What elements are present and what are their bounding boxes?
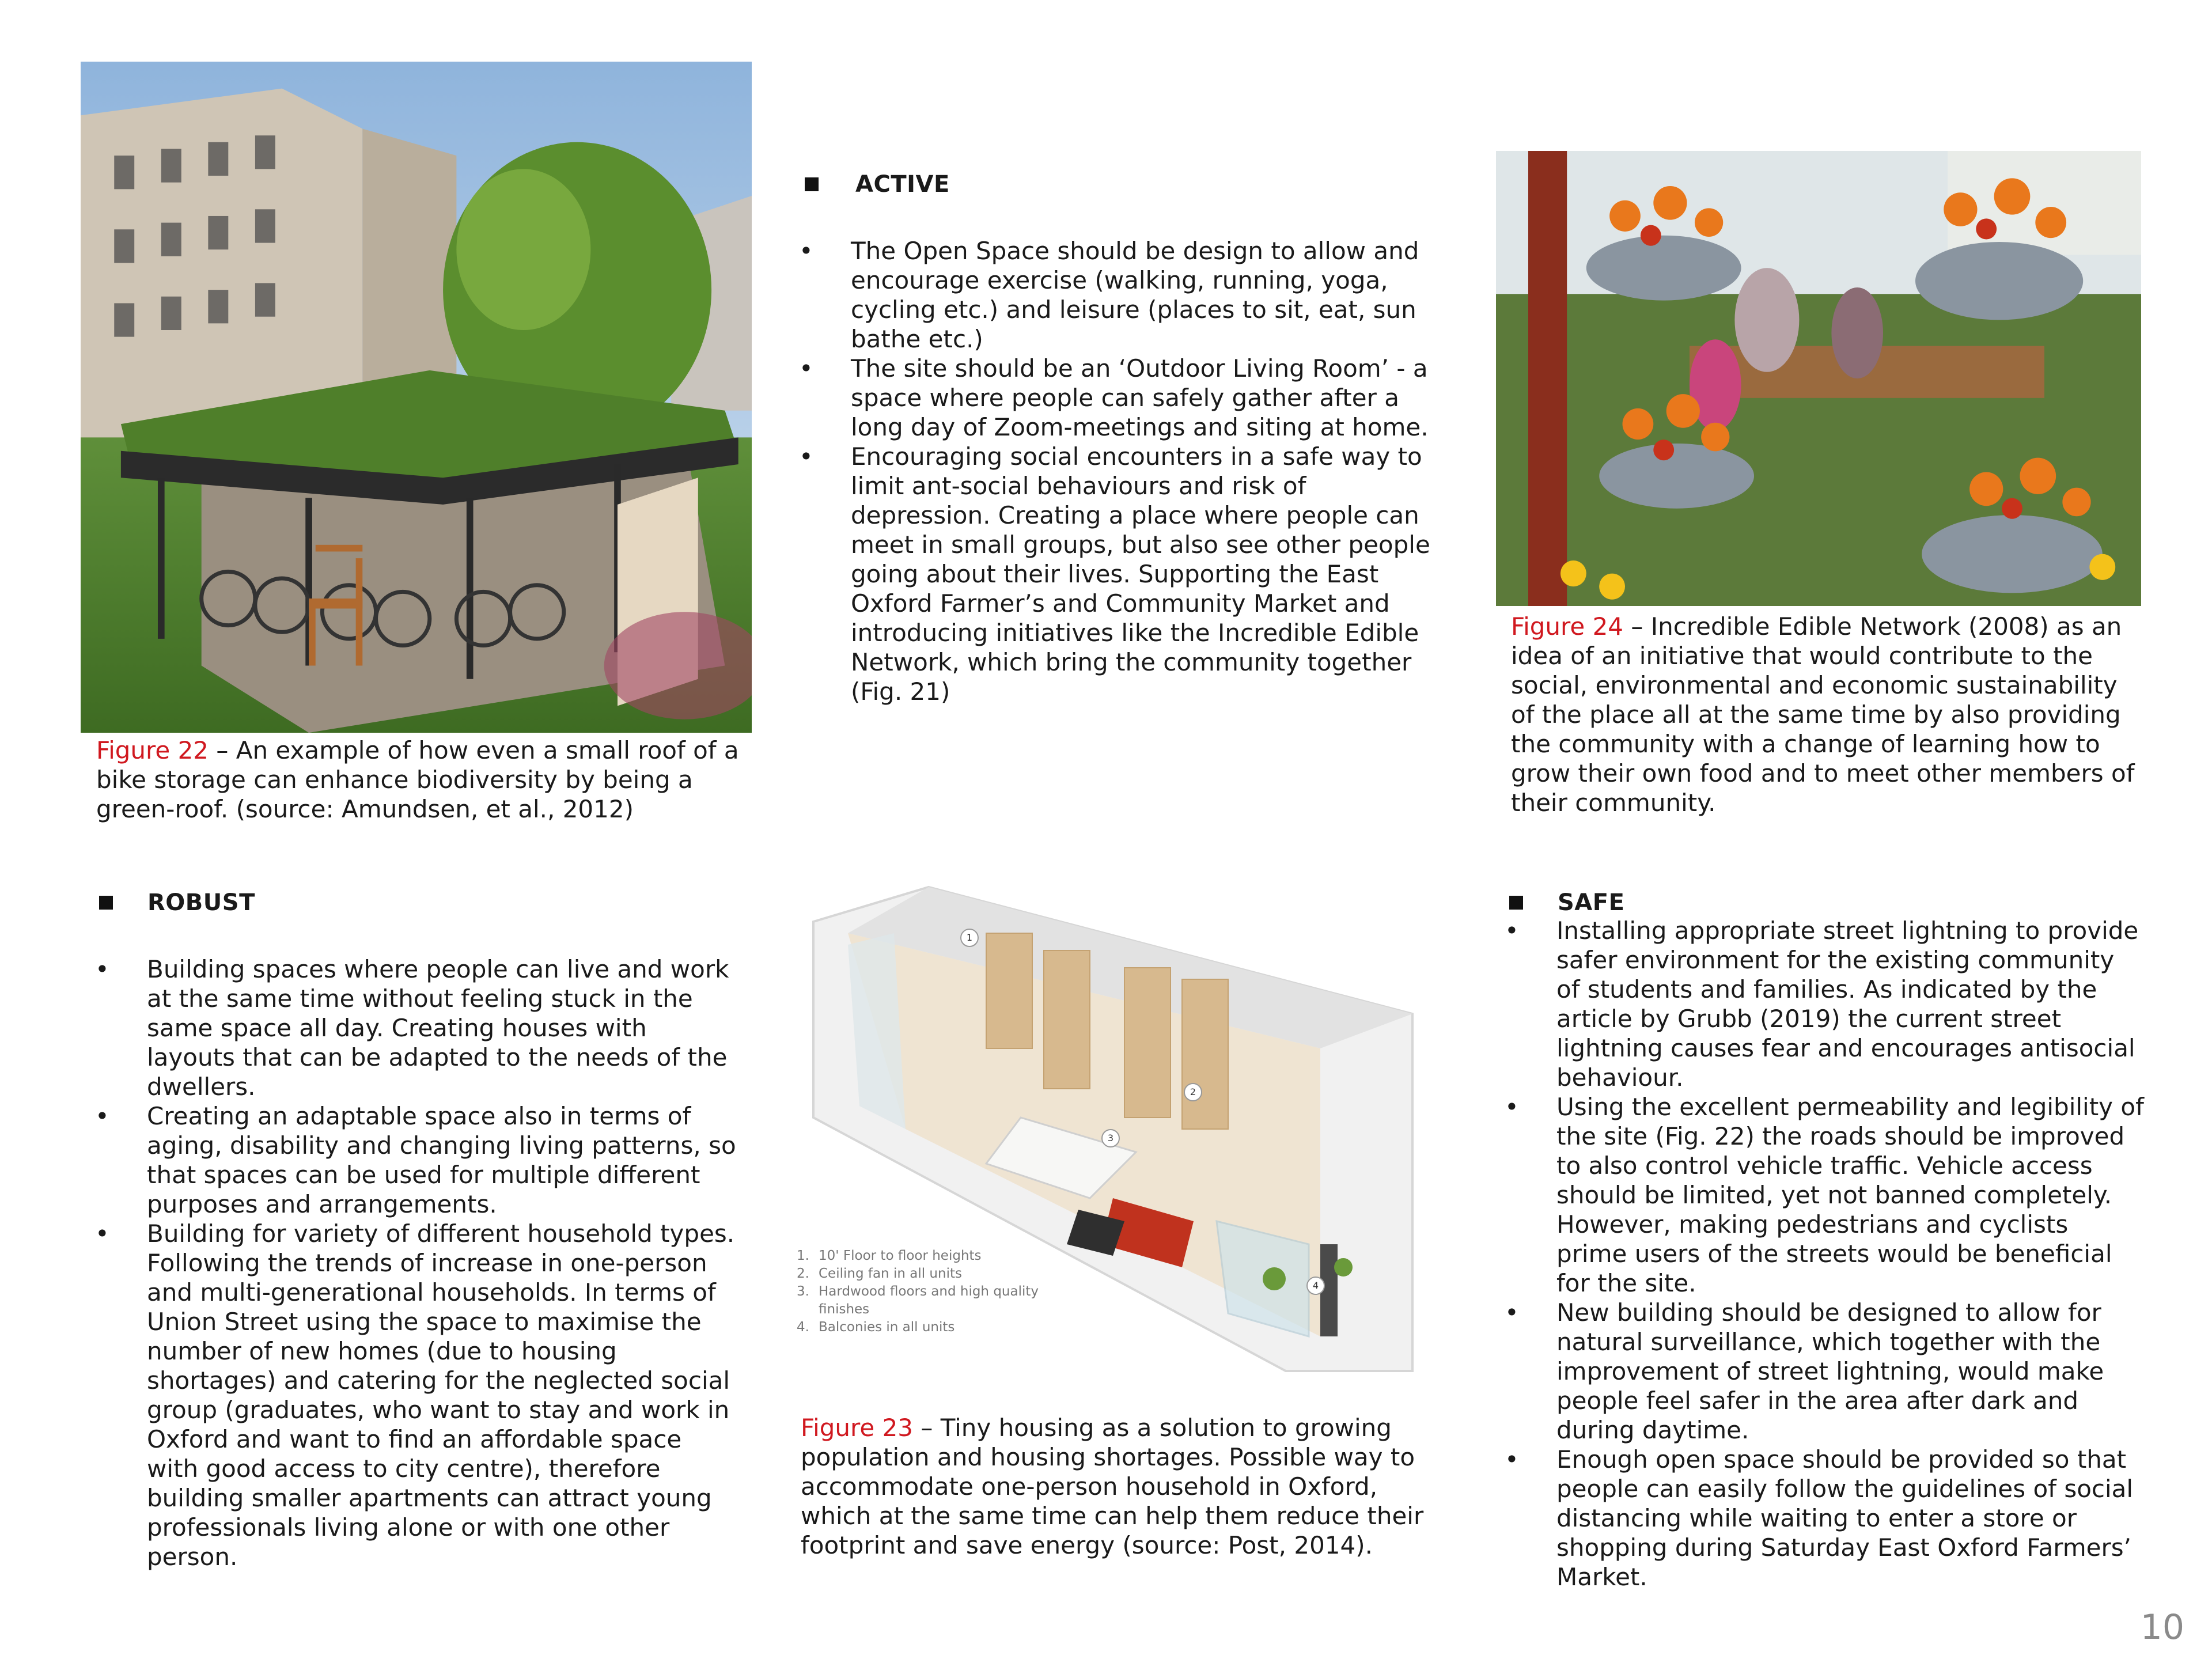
legend-item: 2. Ceiling fan in all units [797, 1266, 962, 1281]
figure-24-caption [1511, 612, 2145, 817]
list-item: • Encouraging social encounters in a safe way to limit ant-social behaviours and risk of depression. Creating a place where people can meet in small groups, but also see other people going about their lives. Supporting the East Oxford Farmer’s and Community Market and introducing initiatives like the Incredible Edible Network, which bring the community together (Fig. 21) [799, 442, 1438, 706]
list-item: • Using the excellent permeability and legibility of the site (Fig. 22) the roads should be improved to also control vehicle traffic. Vehicle access should be limited, yet not banned completely. However, making pedestrians and cyclists prime users of the streets would be beneficial for the site. [1505, 1092, 2144, 1298]
active-list [799, 236, 1438, 706]
legend-item: finishes [819, 1302, 870, 1317]
safe-list [1505, 916, 2144, 1592]
figure-22-caption [96, 736, 747, 824]
figure-22-label: Figure 22 [96, 736, 209, 764]
square-bullet-icon [99, 896, 113, 910]
callout-4: 4 [1306, 1277, 1325, 1295]
legend-item: 3. Hardwood floors and high quality [797, 1284, 1039, 1299]
figure-23-caption [801, 1413, 1440, 1560]
active-heading [805, 171, 950, 198]
square-bullet-icon [805, 177, 819, 191]
legend-item: 1. 10' Floor to floor heights [797, 1248, 982, 1263]
figure-24-image [1496, 151, 2141, 606]
page-number: 10 [2140, 1607, 2184, 1647]
list-item: • The site should be an ‘Outdoor Living Room’ - a space where people can safely gather after a long day of Zoom-meetings and siting at home. [799, 354, 1438, 442]
list-item: • Building spaces where people can live and work at the same time without feeling stuck in the same space all day. Creating houses with layouts that can be adapted to the needs of the dwellers. [95, 955, 740, 1101]
figure-22-caption-text: – An example of how even a small roof of a bike storage can enhance biodiversity by being a green-roof. (source: Amundsen, et al., 2012) [96, 736, 739, 823]
figure-23-label: Figure 23 [801, 1414, 914, 1442]
robust-heading [99, 889, 255, 916]
active-title: ACTIVE [855, 171, 950, 198]
list-item: • Enough open space should be provided so that people can easily follow the guidelines of social distancing while waiting to enter a store or shopping during Saturday East Oxford Farmers’ Market. [1505, 1445, 2144, 1592]
callout-3: 3 [1101, 1129, 1120, 1147]
figure-24-label: Figure 24 [1511, 612, 1624, 641]
list-item: • Installing appropriate street lightning to provide safer environment for the existing community of students and families. As indicated by the article by Grubb (2019) the current street lightning causes fear and encourages antisocial behaviour. [1505, 916, 2144, 1092]
list-item: • Building for variety of different household types. Following the trends of increase in one-person and multi-generational households. In terms of Union Street using the space to maximise the number of new homes (due to housing shortages) and catering for the neglected social group (graduates, who want to stay and work in Oxford and want to find an affordable space with good access to city centre), therefore building smaller apartments can attract young professionals living alone or with one other person. [95, 1219, 740, 1571]
robust-title: ROBUST [147, 889, 255, 916]
list-item: • Creating an adaptable space also in terms of aging, disability and changing living patterns, so that spaces can be used for multiple different purposes and arrangements. [95, 1101, 740, 1219]
list-item: • New building should be designed to allow for natural surveillance, which together with the improvement of street lightning, would make people feel safer in the area after dark and during daytime. [1505, 1298, 2144, 1445]
callout-1: 1 [960, 929, 979, 947]
legend-item: 4. Balconies in all units [797, 1320, 955, 1335]
green-roof-bike-shelter-photo [81, 62, 752, 733]
safe-heading [1509, 889, 1624, 916]
callout-2: 2 [1184, 1083, 1202, 1101]
square-bullet-icon [1509, 896, 1523, 910]
list-item: • The Open Space should be design to allow and encourage exercise (walking, running, yoga, cycling etc.) and leisure (places to sit, eat, sun bathe etc.) [799, 236, 1438, 354]
figure-22-image [81, 62, 752, 733]
figure-24-caption-text: – Incredible Edible Network (2008) as an idea of an initiative that would contribute to the social, environmental and economic sustainability of the place all at the same time by also providing the community with a change of learning how to grow their own food and to meet other members of their community. [1511, 612, 2135, 817]
safe-title: SAFE [1558, 889, 1625, 916]
figure-23-legend [797, 1247, 1062, 1336]
robust-list [95, 955, 740, 1571]
incredible-edible-planters-photo [1496, 151, 2141, 606]
figure-23-caption-text: – Tiny housing as a solution to growing population and housing shortages. Possible way to accommodate one-person household in Oxford, which at the same time can help them reduce their footprint and save energy (source: Post, 2014). [801, 1414, 1424, 1559]
